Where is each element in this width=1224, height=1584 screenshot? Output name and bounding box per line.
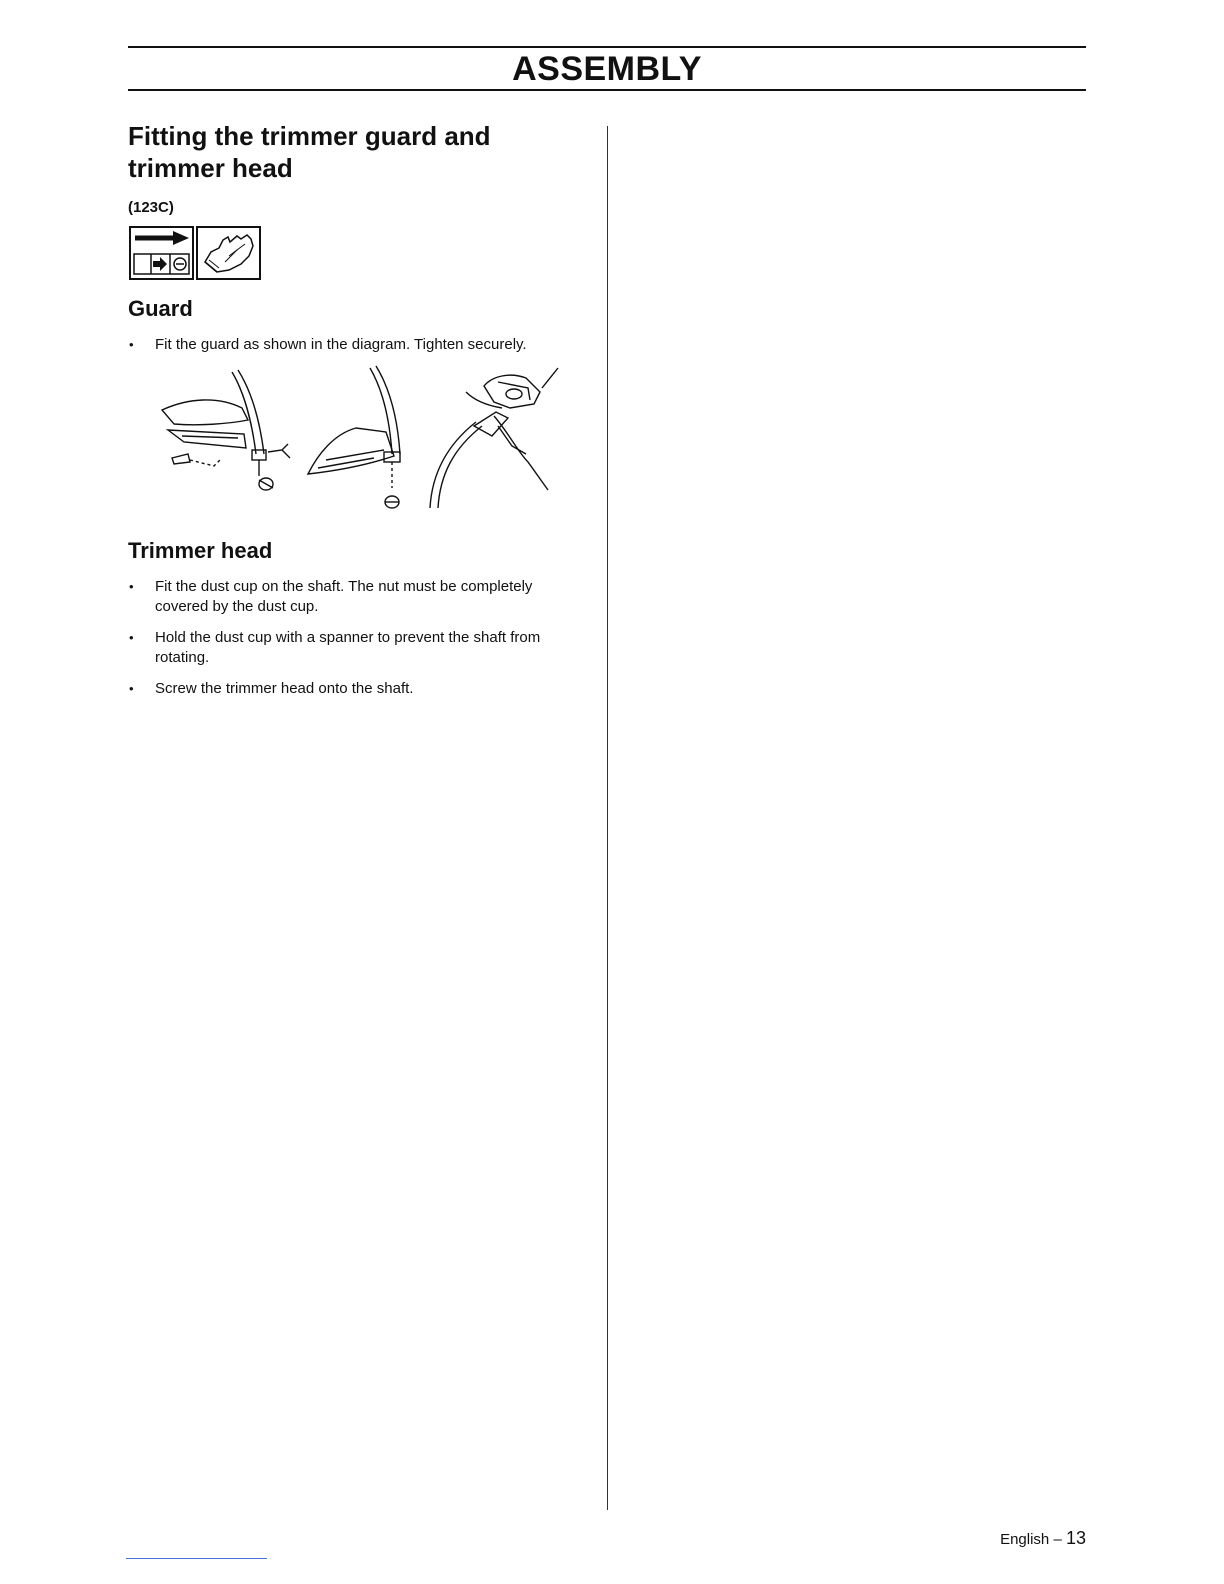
glove-icon <box>197 227 260 279</box>
guard-heading: Guard <box>128 296 193 321</box>
tool-arrow-icon <box>130 227 193 279</box>
page-footer <box>1000 1528 1086 1549</box>
guard-front-view <box>308 366 400 508</box>
trimmer-head-mounting-view <box>430 368 558 508</box>
trimmer-head-bullets <box>128 577 588 710</box>
list-item: • Fit the dust cup on the shaft. The nut must be completely covered by the dust cup. <box>128 577 588 617</box>
list-item: • Hold the dust cup with a spanner to prevent the shaft from rotating. <box>128 628 588 668</box>
instruction-icons <box>129 226 261 280</box>
model-label: (123C) <box>128 199 174 216</box>
page-number: 13 <box>1065 1528 1086 1548</box>
trimmer-head-heading: Trimmer head <box>128 538 273 563</box>
list-item: • Screw the trimmer head onto the shaft. <box>128 679 588 699</box>
guard-side-view <box>162 370 290 490</box>
footer-language: English <box>1000 1531 1050 1548</box>
page-header-title: ASSEMBLY <box>512 50 702 88</box>
list-item: • Fit the guard as shown in the diagram. Tighten securely. <box>128 335 588 355</box>
footer-separator: – <box>1053 1531 1062 1548</box>
header-top-rule <box>128 46 1086 48</box>
guard-assembly-diagram <box>148 362 568 520</box>
bottom-link-underline <box>126 1558 267 1559</box>
section-title: Fitting the trimmer guard and trimmer head <box>128 121 491 183</box>
column-divider <box>607 126 608 1510</box>
header-bottom-rule <box>128 89 1086 91</box>
